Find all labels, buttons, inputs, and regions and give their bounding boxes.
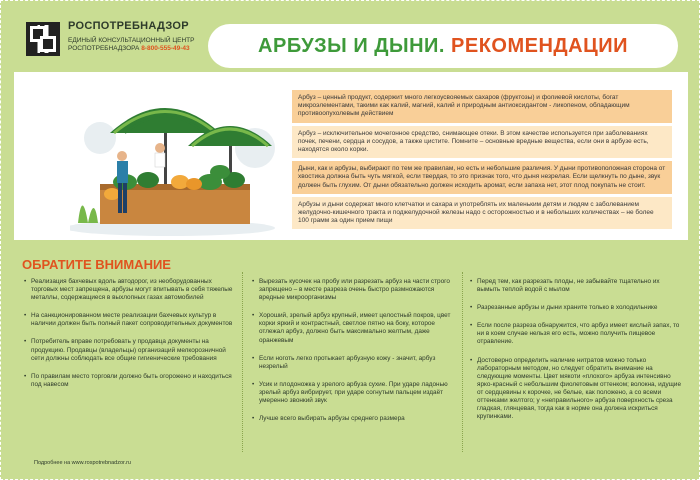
brand-name: РОСПОТРЕБНАДЗОР bbox=[68, 20, 189, 32]
column-divider bbox=[462, 272, 463, 452]
list-item: • Усик и плодоножка у зрелого арбуза сухие. При ударе ладонью зрелый арбуз вибрирует, при ударе согнутым пальцем издаёт умеренно звонкий звук bbox=[252, 381, 457, 405]
list-item: • Разрезанные арбузы и дыни храните только в холодильнике bbox=[470, 304, 682, 312]
list-item: • Если ноготь легко протыкает арбузную кожу - значит, арбуз незрелый bbox=[252, 355, 457, 371]
list-item: • Достоверно определить наличие нитратов можно только лабораторным методом, но следует обратить внимание на следующие моменты. Цвет мякоти «плохого» арбуза интенсивно ярко-красный с небольшим фиолетовым оттенком; волокна, идущие от сердцевины к корочке, не белые, как положено, а со всеми оттенками желтого; у «неправильного» арбуза поверхность среза гладкая, глянцевая, тогда как в норме она должна искриться крупинками. bbox=[470, 357, 682, 422]
hotline-phone: 8-800-555-49-43 bbox=[141, 45, 190, 52]
list-item: • Потребитель вправе потребовать у продавца документы на продукцию. Продавцы (владельцы) организаций мелкорозничной сети должны соблюдать все общие гигиенические требования bbox=[24, 338, 236, 362]
brand-block bbox=[26, 20, 206, 64]
market-illustration bbox=[70, 78, 282, 238]
info-card: Дыни, как и арбузы, выбирают по тем же правилам, но есть и небольшие различия. У дыни противоположная сторона от хвостика должна быть чуть мягкой, если твердая, то это признак того, что дыня незрелая. Если щелкнуть по дыне, звук должен быть глухим. От дыни обязательно должен исходить аромат, если запаха нет, этот плод покупать не стоит. bbox=[292, 161, 672, 194]
list-item: • Вырезать кусочек на пробу или разрезать арбуз на части строго запрещено – в месте разреза очень быстро размножаются вредные микроорганизмы bbox=[252, 278, 457, 302]
list-item: • Лучше всего выбирать арбузы среднего размера bbox=[252, 415, 457, 423]
list-item: • Реализация бахчевых вдоль автодорог, из необорудованных торговых мест запрещена, арбузы могут впитывать в себя тяжелые металлы, содержащиеся в выхлопных газах автомобилей bbox=[24, 278, 236, 302]
column-divider bbox=[242, 272, 243, 452]
title-accent: РЕКОМЕНДАЦИИ bbox=[451, 35, 628, 57]
attention-column-1 bbox=[24, 278, 236, 399]
brand-subtitle bbox=[68, 37, 218, 53]
list-item: • На санкционированном месте реализации бахчевых культур в наличии должен быть полный пакет сопроводительных документов bbox=[24, 312, 236, 328]
attention-column-3 bbox=[470, 278, 682, 431]
vendor-figure-icon bbox=[155, 143, 165, 167]
info-card: Арбуз – ценный продукт, содержит много легкоусвояемых сахаров (фруктозы) и фолиевой кислоты, богат микроэлементами, такими как калий, магний, калий и природным антиоксидантом - ликопеном, обладающим противоопухолевым действием bbox=[292, 90, 672, 123]
brand-sub-line2-row bbox=[68, 45, 218, 53]
title-main: АРБУЗЫ И ДЫНИ. bbox=[258, 35, 445, 57]
list-item: • Если после разреза обнаружится, что арбуз имеет кислый запах, то ни в коем случае нельзя его есть, можно получить пищевое отравление. bbox=[470, 322, 682, 346]
list-item: • Хороший, зрелый арбуз крупный, имеет целостный покров, цвет корки яркий и контрастный, светлое пятно на боку, которое отлежал арбуз, должно быть максимально желтым, даже оранжевым bbox=[252, 312, 457, 344]
footer-link-note: Подробнее на www.rospotrebnadzor.ru bbox=[34, 460, 131, 466]
title-pill bbox=[208, 24, 678, 68]
attention-heading: ОБРАТИТЕ ВНИМАНИЕ bbox=[22, 257, 171, 272]
info-card: Арбуз – исключительное мочегонное средство, снимающее отеки. В этом качестве используется при заболеваниях почек, печени, сердца и сосудов, а также цистите. Помните – основные вредные вещества, если они в арбузе есть, находятся около корки. bbox=[292, 126, 672, 159]
page-title bbox=[208, 24, 678, 68]
list-item: • Перед тем, как разрезать плоды, не забывайте тщательно их вымыть теплой водой с мылом bbox=[470, 278, 682, 294]
qr-code-icon bbox=[26, 22, 60, 56]
attention-column-2 bbox=[252, 278, 457, 433]
info-cards bbox=[292, 90, 672, 232]
brand-sub-line2: РОСПОТРЕБНАДЗОРА bbox=[68, 45, 140, 52]
list-item: • По правилам место торговли должно быть огорожено и находиться под навесом bbox=[24, 373, 236, 389]
info-card: Арбузы и дыни содержат много клетчатки и сахара и употреблять их маленьким детям и людям с заболеванием желудочно-кишечного тракта и поджелудочной железы надо с осторожностью и в небольших количествах – не более 100 грамм за один прием пищи bbox=[292, 197, 672, 230]
brand-sub-line1: ЕДИНЫЙ КОНСУЛЬТАЦИОННЫЙ ЦЕНТР bbox=[68, 37, 195, 44]
